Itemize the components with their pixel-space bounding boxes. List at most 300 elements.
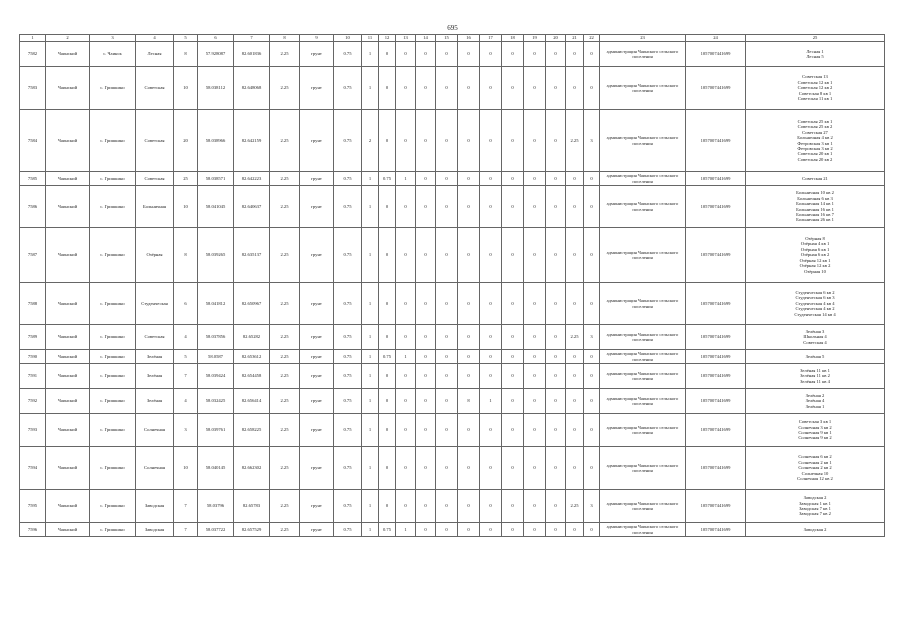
table-cell: с. Гришкино xyxy=(90,228,136,283)
table-cell: Зелёная xyxy=(136,389,174,414)
table-cell: 0 xyxy=(458,67,480,110)
table-cell: 0.75 xyxy=(379,172,396,186)
header-cell: 9 xyxy=(300,35,334,42)
table-cell: с. Гришкино xyxy=(90,172,136,186)
table-cell: 0 xyxy=(379,490,396,523)
table-cell: 0 xyxy=(396,42,416,67)
table-cell: 7591 xyxy=(20,364,46,389)
table-cell: 0 xyxy=(566,523,584,537)
table-cell: 58.039265 xyxy=(198,228,234,283)
address-line: Фетровская 3 кв 1 xyxy=(797,140,833,146)
table-cell: 0 xyxy=(584,389,600,414)
table-cell: с. Гришкино xyxy=(90,414,136,447)
table-cell: с. Гришкино xyxy=(90,110,136,172)
address-line: Больничная 16 кв 1 xyxy=(796,206,834,212)
table-cell: 0.75 xyxy=(379,523,396,537)
header-cell: 11 xyxy=(362,35,379,42)
address-line: Озёрная 6 кв 1 xyxy=(800,246,830,252)
table-cell xyxy=(746,172,885,186)
table-cell: администрация Чаинского сельского поселения xyxy=(600,350,686,364)
table-cell: 2.25 xyxy=(270,364,300,389)
table-cell: 0 xyxy=(584,350,600,364)
table-cell: 0.75 xyxy=(334,110,362,172)
table-cell: 0 xyxy=(379,364,396,389)
address-line: Лесная 1 xyxy=(806,48,824,54)
table-cell: Солнечная xyxy=(136,447,174,490)
address-line: Советская 25 кв 2 xyxy=(797,124,833,130)
table-cell: 1057007441699 xyxy=(686,67,746,110)
table-cell: 1057007441699 xyxy=(686,389,746,414)
address-line: Зелёная 4 xyxy=(805,398,825,404)
header-cell: 7 xyxy=(234,35,270,42)
table-cell: 0 xyxy=(502,447,524,490)
table-cell: 0 xyxy=(396,186,416,228)
table-cell: 0 xyxy=(566,364,584,389)
table-cell: 1 xyxy=(362,42,379,67)
address-line: Озёрная 8 xyxy=(805,236,825,242)
table-cell xyxy=(746,325,885,350)
table-cell: 0 xyxy=(416,364,436,389)
table-cell: 0.75 xyxy=(334,283,362,325)
table-cell: 0 xyxy=(379,414,396,447)
table-cell: 0 xyxy=(566,67,584,110)
table-cell: 0 xyxy=(416,186,436,228)
table-cell: 58.038112 xyxy=(198,67,234,110)
table-cell: 0 xyxy=(396,110,416,172)
address-line: Советская 20 кв 1 xyxy=(797,151,833,157)
table-cell: с. Чаинск xyxy=(90,42,136,67)
table-cell: 2.25 xyxy=(270,283,300,325)
table-cell xyxy=(746,42,885,67)
table-cell: с. Гришкино xyxy=(90,325,136,350)
table-cell: 0 xyxy=(436,350,458,364)
table-cell: 7584 xyxy=(20,110,46,172)
table-cell: 0 xyxy=(436,490,458,523)
table-cell: 0 xyxy=(379,110,396,172)
table-cell: 0 xyxy=(416,110,436,172)
address-line: Больничная 4 кв 2 xyxy=(797,135,833,141)
table-cell: 0 xyxy=(458,283,480,325)
table-cell: 7592 xyxy=(20,389,46,414)
table-cell: 0 xyxy=(480,490,502,523)
table-cell: 1057007441699 xyxy=(686,523,746,537)
address-line: Солнечная 12 кв 2 xyxy=(797,476,833,482)
table-cell: 82.648068 xyxy=(234,67,270,110)
header-cell: 14 xyxy=(416,35,436,42)
table-cell: 0 xyxy=(502,67,524,110)
table-cell xyxy=(746,490,885,523)
table-cell: 0 xyxy=(416,228,436,283)
table-cell: 0 xyxy=(480,283,502,325)
address-line: Озёрная 12 кв 1 xyxy=(799,257,831,263)
table-cell: 0 xyxy=(379,283,396,325)
table-cell: 0 xyxy=(480,350,502,364)
table-cell: 0 xyxy=(502,490,524,523)
header-cell: 15 xyxy=(436,35,458,42)
table-cell: 82.642223 xyxy=(234,172,270,186)
table-cell: 0 xyxy=(502,228,524,283)
table-cell: 82.640637 xyxy=(234,186,270,228)
table-cell: 2.25 xyxy=(566,490,584,523)
table-cell: Советская xyxy=(136,110,174,172)
table-cell: 0 xyxy=(396,414,416,447)
table-cell: 0 xyxy=(458,325,480,350)
table-cell: 0 xyxy=(379,325,396,350)
table-cell: 0 xyxy=(416,42,436,67)
table-cell: Чаинский xyxy=(46,186,90,228)
table-cell: 2.25 xyxy=(270,523,300,537)
table-row xyxy=(20,523,885,537)
table-cell: 0 xyxy=(546,42,566,67)
table-cell: 82.654458 xyxy=(234,364,270,389)
table-cell: Чаинский xyxy=(46,283,90,325)
table-cell: 0 xyxy=(416,67,436,110)
header-cell: 10 xyxy=(334,35,362,42)
table-cell: 0.75 xyxy=(334,172,362,186)
table-cell: 0 xyxy=(502,186,524,228)
table-cell: 0 xyxy=(584,186,600,228)
table-cell: 0 xyxy=(480,364,502,389)
table-cell: 1 xyxy=(362,186,379,228)
table-cell: 1 xyxy=(480,389,502,414)
table-cell: 0 xyxy=(436,42,458,67)
table-cell: 4 xyxy=(174,325,198,350)
table-cell: с. Гришкино xyxy=(90,389,136,414)
table-cell: 1057007441699 xyxy=(686,228,746,283)
table-cell: 3 xyxy=(174,414,198,447)
table-cell: 82.656414 xyxy=(234,389,270,414)
address-line: Больничная 6 кв 3 xyxy=(797,195,833,201)
address-line: Студенческая 14 кв 4 xyxy=(794,311,836,317)
table-cell: 2.25 xyxy=(270,414,300,447)
table-cell: администрация Чаинского сельского поселения xyxy=(600,325,686,350)
table-cell: 58.041812 xyxy=(198,283,234,325)
table-cell: 1 xyxy=(396,350,416,364)
table-cell: грунт xyxy=(300,490,334,523)
table-cell: 0 xyxy=(566,228,584,283)
table-cell: 0 xyxy=(524,364,546,389)
table-cell: 1057007441699 xyxy=(686,414,746,447)
table-cell: 1 xyxy=(362,364,379,389)
table-cell: 7589 xyxy=(20,325,46,350)
table-cell: 0 xyxy=(396,490,416,523)
table-cell: 0 xyxy=(396,389,416,414)
address-line: Солнечная 3 кв 2 xyxy=(798,424,832,430)
table-row xyxy=(20,447,885,490)
table-cell: 7583 xyxy=(20,67,46,110)
table-row xyxy=(20,414,885,447)
table-cell: Советская xyxy=(136,172,174,186)
table-cell: 0 xyxy=(396,364,416,389)
table-cell: Заводская xyxy=(136,523,174,537)
table-cell: 0 xyxy=(480,67,502,110)
table-cell: 0 xyxy=(458,110,480,172)
table-cell: 82.601836 xyxy=(234,42,270,67)
table-cell: администрация Чаинского сельского поселения xyxy=(600,414,686,447)
address-line: Зелёная 11 кв 4 xyxy=(800,378,830,384)
table-cell: 0.75 xyxy=(334,447,362,490)
table-cell: 2.25 xyxy=(270,186,300,228)
table-cell: 3 xyxy=(584,325,600,350)
table-cell: 0 xyxy=(584,172,600,186)
table-cell: грунт xyxy=(300,389,334,414)
table-cell: 7 xyxy=(174,523,198,537)
table-cell: 0 xyxy=(524,490,546,523)
table-cell: 1057007441699 xyxy=(686,110,746,172)
table-cell: 0 xyxy=(396,228,416,283)
table-cell xyxy=(746,364,885,389)
table-cell: 1057007441699 xyxy=(686,350,746,364)
table-cell: Чаинский xyxy=(46,523,90,537)
table-cell: 1 xyxy=(362,414,379,447)
table-cell: 0 xyxy=(584,228,600,283)
table-cell: 58.040145 xyxy=(198,447,234,490)
table-cell: Чаинский xyxy=(46,228,90,283)
address-line: Озёрная 12 кв 2 xyxy=(799,263,831,269)
table-cell: 0 xyxy=(566,283,584,325)
table-row xyxy=(20,67,885,110)
address-line: Заводская 7 кв 1 xyxy=(799,506,831,511)
table-cell: 1 xyxy=(362,172,379,186)
table-cell: грунт xyxy=(300,350,334,364)
table-cell: 7593 xyxy=(20,414,46,447)
table-cell: Чаинский xyxy=(46,42,90,67)
table-cell: 0 xyxy=(458,414,480,447)
address-line: Фетровская 3 кв 2 xyxy=(797,145,833,151)
table-cell: 2.25 xyxy=(270,172,300,186)
table-cell: Зелёная xyxy=(136,364,174,389)
address-line: Советская 3 кв 1 xyxy=(798,419,832,425)
table-cell: 58.0587 xyxy=(198,350,234,364)
table-cell: 82.657529 xyxy=(234,523,270,537)
table-cell: 0 xyxy=(436,523,458,537)
table-cell: 10 xyxy=(174,186,198,228)
table-cell: 2.25 xyxy=(270,325,300,350)
table-cell: 1 xyxy=(362,350,379,364)
table-cell: 0 xyxy=(566,414,584,447)
table-cell: 0.75 xyxy=(334,490,362,523)
table-cell: 0.75 xyxy=(334,67,362,110)
table-cell: 0 xyxy=(379,42,396,67)
header-cell: 3 xyxy=(90,35,136,42)
table-row xyxy=(20,186,885,228)
table-cell: Солнечная xyxy=(136,414,174,447)
table-cell: грунт xyxy=(300,283,334,325)
table-cell: 25 xyxy=(174,172,198,186)
header-cell: 22 xyxy=(584,35,600,42)
table-cell: 3 xyxy=(584,110,600,172)
table-cell: 1 xyxy=(362,67,379,110)
table-cell: 2.25 xyxy=(270,447,300,490)
address-line: Зелёная 11 кв 1 xyxy=(800,367,830,373)
table-cell: 0 xyxy=(566,447,584,490)
table-cell: 1057007441699 xyxy=(686,325,746,350)
header-cell: 5 xyxy=(174,35,198,42)
table-cell: 0 xyxy=(584,523,600,537)
table-cell: 0.75 xyxy=(334,523,362,537)
address-line: Больничная 26 кв 1 xyxy=(796,217,834,223)
table-cell: 0 xyxy=(396,283,416,325)
table-cell: Чаинский xyxy=(46,325,90,350)
table-cell xyxy=(746,186,885,228)
table-cell: 2.25 xyxy=(566,110,584,172)
table-cell: грунт xyxy=(300,325,334,350)
table-cell: администрация Чаинского сельского поселения xyxy=(600,42,686,67)
table-cell: администрация Чаинского сельского поселения xyxy=(600,172,686,186)
address-line: Советская 12 кв 1 xyxy=(797,79,833,85)
table-cell: 58.032425 xyxy=(198,389,234,414)
table-cell: 0 xyxy=(546,186,566,228)
table-cell: 0 xyxy=(480,110,502,172)
address-line: Заводская 2 xyxy=(803,495,827,501)
table-row xyxy=(20,110,885,172)
table-cell: 0 xyxy=(379,447,396,490)
table-cell: 0 xyxy=(379,228,396,283)
table-cell: 10 xyxy=(174,67,198,110)
table-cell: 0 xyxy=(524,172,546,186)
table-cell: 0 xyxy=(458,364,480,389)
table-cell: 0 xyxy=(546,490,566,523)
address-line: Солнечная 2 кв 2 xyxy=(798,465,832,471)
table-cell: 8 xyxy=(174,228,198,283)
table-cell: 0 xyxy=(524,110,546,172)
table-cell: 0.75 xyxy=(334,364,362,389)
table-cell: Чаинский xyxy=(46,414,90,447)
table-cell: администрация Чаинского сельского поселения xyxy=(600,389,686,414)
table-cell: 0 xyxy=(524,447,546,490)
table-cell: 82.65282 xyxy=(234,325,270,350)
table-cell: 0 xyxy=(546,364,566,389)
table-cell: Заводская xyxy=(136,490,174,523)
table-cell: администрация Чаинского сельского поселения xyxy=(600,447,686,490)
table-cell: 0 xyxy=(524,523,546,537)
header-cell: 24 xyxy=(686,35,746,42)
table-cell: 0 xyxy=(480,172,502,186)
table-cell: 0 xyxy=(584,67,600,110)
table-cell: администрация Чаинского сельского поселения xyxy=(600,110,686,172)
table-cell: 0 xyxy=(546,283,566,325)
table-cell xyxy=(746,67,885,110)
table-cell: Озёрная xyxy=(136,228,174,283)
table-cell: грунт xyxy=(300,186,334,228)
table-cell: 0 xyxy=(458,172,480,186)
table-cell: 1 xyxy=(362,389,379,414)
table-cell: Чаинский xyxy=(46,350,90,364)
table-cell: с. Гришкино xyxy=(90,283,136,325)
table-cell: 0 xyxy=(379,389,396,414)
table-cell: 0 xyxy=(502,389,524,414)
table-cell: 0 xyxy=(546,523,566,537)
table-cell: 0 xyxy=(584,283,600,325)
table-cell: 0 xyxy=(566,389,584,414)
table-cell: 1 xyxy=(362,447,379,490)
table-cell: 0 xyxy=(436,364,458,389)
table-cell: 0 xyxy=(502,364,524,389)
table-cell: 1 xyxy=(396,172,416,186)
table-cell: администрация Чаинского сельского поселения xyxy=(600,364,686,389)
table-cell: 0 xyxy=(584,447,600,490)
table-cell: 0 xyxy=(458,42,480,67)
table-cell: 0 xyxy=(458,186,480,228)
table-cell: 0 xyxy=(546,110,566,172)
address-line: Студенческая 4 кв 2 xyxy=(795,306,835,312)
table-cell: грунт xyxy=(300,447,334,490)
table-cell: 0 xyxy=(584,364,600,389)
table-cell: 0 xyxy=(524,186,546,228)
table-cell: 58.038571 xyxy=(198,172,234,186)
address-line: Студенческая 6 кв 2 xyxy=(795,289,835,295)
table-cell: 0.75 xyxy=(334,389,362,414)
table-cell: с. Гришкино xyxy=(90,523,136,537)
table-cell: 0.75 xyxy=(334,325,362,350)
table-cell: грунт xyxy=(300,228,334,283)
table-cell: Чаинский xyxy=(46,172,90,186)
table-cell: 7582 xyxy=(20,42,46,67)
table-cell: 0 xyxy=(546,350,566,364)
table-cell: 58.03796 xyxy=(198,490,234,523)
table-row xyxy=(20,325,885,350)
table-cell: с. Гришкино xyxy=(90,490,136,523)
table-cell: 0 xyxy=(416,389,436,414)
header-cell: 23 xyxy=(600,35,686,42)
table-cell: 0 xyxy=(566,350,584,364)
table-cell: Чаинский xyxy=(46,364,90,389)
address-line: Озёрная 6 кв 2 xyxy=(800,252,830,258)
header-cell: 6 xyxy=(198,35,234,42)
table-cell: Лесная xyxy=(136,42,174,67)
address-line: Советская 25 кв 1 xyxy=(797,118,833,124)
table-cell: 0 xyxy=(502,350,524,364)
table-row xyxy=(20,364,885,389)
address-line: Лесная 5 xyxy=(806,54,824,59)
table-cell: администрация Чаинского сельского поселения xyxy=(600,523,686,537)
table-cell: 10 xyxy=(174,447,198,490)
table-cell: 0 xyxy=(480,42,502,67)
address-line: Советская 20 кв 2 xyxy=(797,156,833,162)
address-line: Зелёная 2 xyxy=(805,392,825,398)
table-cell: 7587 xyxy=(20,228,46,283)
address-line: Солнечная 10 xyxy=(801,470,829,476)
table-cell xyxy=(746,110,885,172)
table-cell: Советская xyxy=(136,325,174,350)
table-cell: 0 xyxy=(480,523,502,537)
table-cell: 0.75 xyxy=(379,350,396,364)
table-cell: 0 xyxy=(396,325,416,350)
address-line: Советская 4 xyxy=(803,339,827,345)
address-line: Озёрная 10 xyxy=(804,268,826,274)
address-line: Больничная 14 кв 1 xyxy=(796,201,834,207)
table-cell: 58.041045 xyxy=(198,186,234,228)
table-cell: 0 xyxy=(436,67,458,110)
table-cell: 2.25 xyxy=(270,490,300,523)
table-cell: администрация Чаинского сельского поселения xyxy=(600,283,686,325)
table-cell: 0 xyxy=(416,350,436,364)
table-cell: 58.037722 xyxy=(198,523,234,537)
header-cell: 21 xyxy=(566,35,584,42)
table-cell: грунт xyxy=(300,67,334,110)
address-line: Советская 12 кв 2 xyxy=(797,85,833,91)
table-cell: 8 xyxy=(458,389,480,414)
table-cell: с. Гришкино xyxy=(90,186,136,228)
table-cell: 2.25 xyxy=(566,325,584,350)
table-cell: 82.653612 xyxy=(234,350,270,364)
table-cell: 0 xyxy=(502,414,524,447)
registry-table xyxy=(19,34,885,537)
address-line: Студенческая 4 кв 4 xyxy=(795,300,835,306)
table-cell: 0.75 xyxy=(334,186,362,228)
table-row xyxy=(20,228,885,283)
table-cell: 82.635137 xyxy=(234,228,270,283)
